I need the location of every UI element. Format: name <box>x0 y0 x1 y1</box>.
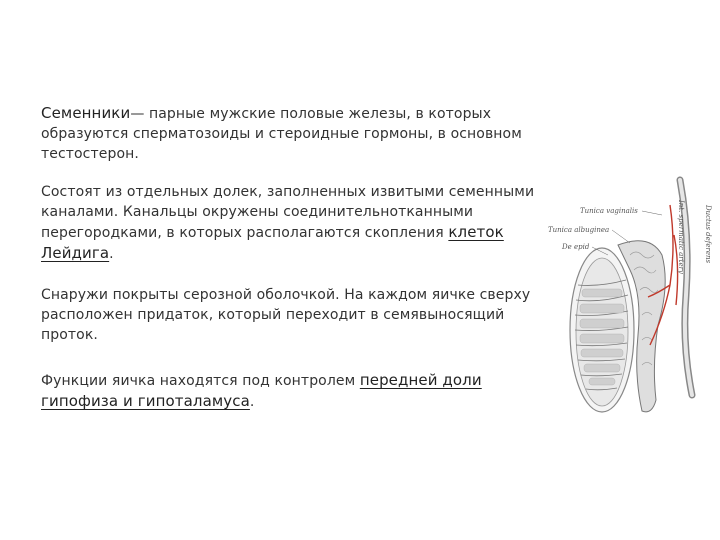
control-text: Функции яичка находятся под контролем <box>41 373 360 389</box>
leydig-cells-link[interactable]: клеток Лейдига <box>41 223 504 262</box>
label-tunica-albuginea: Tunica albuginea <box>548 226 610 234</box>
covering-text: Снаружи покрыты серозной оболочкой. На каждом яичке сверху расположен придаток, который переходит в семявыносящий проток. <box>41 287 531 343</box>
label-vessel-mid: Int. spermatic artery <box>677 200 685 274</box>
label-vessel-right: Ductus deferens <box>704 205 712 264</box>
text-block <box>41 103 546 430</box>
control-end: . <box>249 394 255 410</box>
structure-end: . <box>109 246 114 262</box>
paragraph-structure <box>41 182 546 264</box>
term-semenniki: Семенники <box>41 104 131 122</box>
pituitary-link[interactable]: передней доли гипофиза и гипоталамуса <box>41 371 482 410</box>
paragraph-covering <box>41 285 546 345</box>
label-tunica-vaginalis: Tunica vaginalis <box>580 207 638 215</box>
label-ductus-epid: De epid <box>562 243 590 251</box>
pointer-line-1 <box>642 211 662 215</box>
structure-text: Состоят из отдельных долек, заполненных извитыми семенными каналами. Канальцы окружены соединительнотканными перегородками, в которых располагаются скопления <box>41 184 535 241</box>
paragraph-definition <box>41 103 546 164</box>
testis-anatomy-figure <box>530 175 720 440</box>
pointer-line-2 <box>612 230 630 243</box>
paragraph-control <box>41 370 546 412</box>
definition-text: — парные мужские половые железы, в которых образуются сперматозоиды и стероидные гормоны, в основном тестостерон. <box>41 106 522 162</box>
